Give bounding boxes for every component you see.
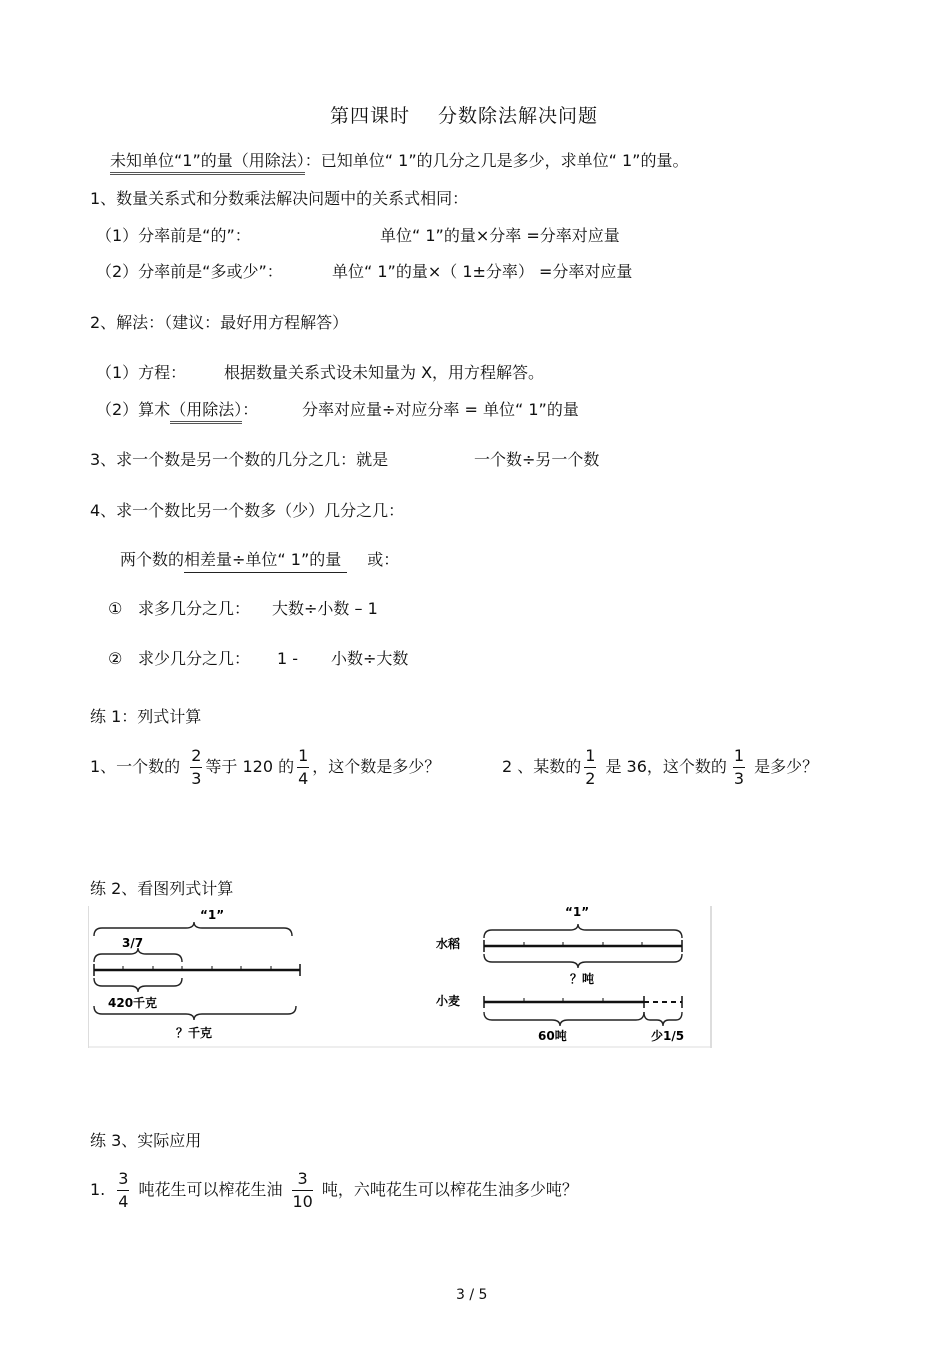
left-fraction-label: 3/7 (122, 936, 144, 950)
left-top-brace (94, 922, 292, 936)
fraction-2-3 (190, 745, 202, 788)
ex3-q1-text-a: 1. (90, 1180, 106, 1199)
sec4-case2-mark: ② (108, 649, 123, 668)
sec2-item2-colon: ： (242, 400, 259, 419)
fraction-denominator: 3 (191, 768, 202, 788)
line-segment-diagram (88, 906, 712, 1048)
left-known-brace (94, 978, 182, 992)
sec4-case1-formula: 大数÷小数 – 1 (272, 599, 378, 618)
right-unknown-label: ？吨 (570, 972, 595, 986)
ex1-q2-text-a: 2 、某数的 (502, 757, 582, 776)
left-unit-one-label: “1” (200, 908, 225, 922)
fraction-numerator: 1 (298, 745, 309, 765)
sec4-line (120, 552, 399, 568)
sec1-heading: 1、数量关系式和分数乘法解决问题中的关系式相同： (90, 189, 469, 208)
ex2-heading: 练 2、看图列式计算 (90, 879, 234, 898)
right-less-brace (644, 1012, 682, 1026)
sec1-item2-label: （2）分率前是“多或少”： (96, 262, 283, 281)
left-unknown-label: ？千克 (176, 1026, 213, 1040)
ex3-q1-text-b: 吨花生可以榨花生油 (138, 1180, 283, 1199)
fraction-numerator: 1 (733, 745, 745, 765)
ex1-q2-text-b: 是 36，这个数的 (605, 757, 727, 776)
fraction-numerator: 1 (585, 745, 596, 765)
page-title (330, 107, 598, 126)
right-row1-label: 水稻 (436, 937, 461, 951)
fraction-numerator: 3 (297, 1168, 308, 1188)
sec2-item1-label: （1）方程： (96, 363, 187, 382)
sec2-item2-formula: 分率对应量÷对应分率 = 单位“ 1”的量 (302, 400, 579, 419)
ex1-q1-text-c: ，这个数是多少？ (312, 757, 441, 776)
ex1-q2-text-c: 是多少？ (754, 757, 819, 776)
intro-colon: ： (304, 151, 321, 170)
fraction-denominator: 3 (733, 768, 745, 788)
ex3-question-1 (90, 1169, 578, 1211)
fraction-1-3 (733, 745, 745, 788)
sec4-case1-mark: ① (108, 599, 123, 618)
fraction-numerator: 3 (118, 1168, 129, 1188)
ex1-q1-text-b: 等于 120 的 (205, 757, 295, 776)
sec4-case2-formula-a: 1 - (277, 649, 299, 668)
fraction-1-2 (584, 745, 596, 788)
sec4-line-term: 相差量÷单位“ 1”的量 (184, 550, 347, 573)
sec4-case2-formula-b: 小数÷大数 (331, 649, 409, 668)
sec4-case1-label: 求多几分之几： (138, 599, 251, 618)
sec4-case2-label: 求少几分之几： (138, 649, 251, 668)
ex3-q1-text-c: 吨，六吨花生可以榨花生油多少吨？ (321, 1180, 578, 1199)
intro-line (110, 153, 688, 169)
sec2-heading: 2、解法：（建议：最好用方程解答） (90, 313, 349, 332)
intro-term: 未知单位“1”的量（用除法） (110, 151, 305, 175)
ex1-q1-text-a: 1、一个数的 (90, 757, 181, 776)
right-unit-one-label: “1” (565, 906, 590, 919)
right-less-label: 少1/5 (651, 1029, 685, 1043)
ex1-question-2 (502, 746, 818, 788)
fraction-3-10 (292, 1168, 313, 1211)
ex1-heading: 练 1：列式计算 (90, 707, 202, 726)
right-unknown-brace (484, 954, 682, 968)
diagram-svg (88, 906, 712, 1048)
fraction-denominator: 4 (298, 768, 309, 788)
sec1-item1-formula: 单位“ 1”的量×分率 =分率对应量 (380, 226, 620, 245)
right-known-brace (484, 1012, 644, 1026)
left-fraction-brace (94, 948, 182, 962)
title-topic: 分数除法解决问题 (438, 105, 599, 127)
left-diagram (94, 908, 300, 1040)
fraction-numerator: 2 (191, 745, 202, 765)
right-known-label: 60吨 (538, 1029, 567, 1043)
sec3-heading: 3、求一个数是另一个数的几分之几：就是 (90, 450, 389, 469)
fraction-3-4 (117, 1168, 129, 1211)
ex3-heading: 练 3、实际应用 (90, 1131, 202, 1150)
sec2-item2-term: （用除法） (170, 400, 242, 424)
fraction-denominator: 4 (118, 1191, 129, 1211)
right-row2-label: 小麦 (436, 994, 461, 1008)
intro-desc: 已知单位“ 1”的几分之几是多少，求单位“ 1”的量。 (320, 151, 689, 170)
right-top-brace (484, 924, 682, 938)
page-number: 3 / 5 (456, 1287, 488, 1303)
ex1-question-1 (90, 746, 440, 788)
right-diagram (436, 906, 684, 1043)
fraction-1-4 (297, 745, 309, 788)
sec4-line-or: 或： (367, 550, 400, 569)
sec1-item1-label: （1）分率前是“的”： (96, 226, 251, 245)
fraction-denominator: 10 (292, 1191, 313, 1211)
sec2-item2-label: （2）算术 (96, 400, 171, 419)
sec4-heading: 4、求一个数比另一个数多（少）几分之几： (90, 501, 405, 520)
title-lesson: 第四课时 (330, 105, 411, 127)
sec1-item2-formula: 单位“ 1”的量×（ 1±分率） =分率对应量 (332, 262, 633, 281)
fraction-denominator: 2 (585, 768, 596, 788)
sec4-line-prefix: 两个数的 (120, 550, 185, 569)
sec2-item1-text: 根据数量关系式设未知量为 X，用方程解答。 (224, 363, 545, 382)
sec2-item2-line (96, 402, 258, 418)
left-known-label: 420千克 (108, 996, 158, 1010)
sec3-formula: 一个数÷另一个数 (474, 450, 600, 469)
